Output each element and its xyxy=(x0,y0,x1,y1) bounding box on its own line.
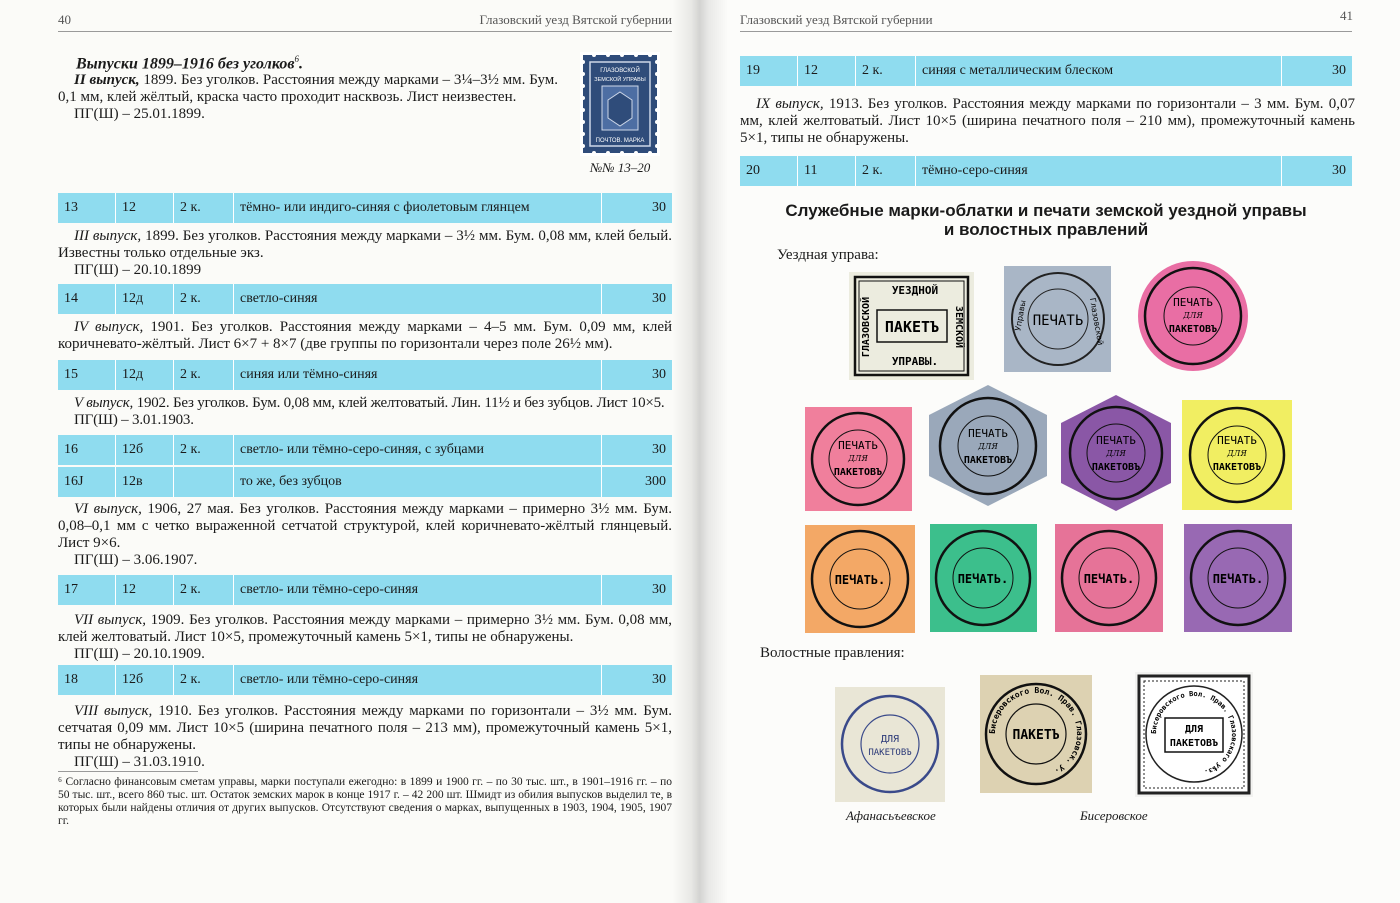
stamp-top-text-2: ЗЕМСКОЙ УПРАВЫ xyxy=(594,77,646,83)
cell-price: 30 xyxy=(652,367,666,382)
sample-pechat-grey xyxy=(1004,266,1111,372)
right-page xyxy=(700,0,1400,903)
cell-cat: 12б xyxy=(116,665,174,695)
s7-bottom: ПАКЕТОВЪ xyxy=(1212,462,1262,473)
section-heading: Служебные марки-облатки и печати земской уездной управы и волостных правлений xyxy=(785,201,1307,239)
s6-bottom: ПАКЕТОВЪ xyxy=(1091,462,1141,473)
s5-small: ДЛЯ xyxy=(978,442,998,451)
v3-center1: ДЛЯ xyxy=(1184,724,1204,735)
sample-pechat-orange xyxy=(805,525,915,633)
cell-no: 15 xyxy=(58,360,116,390)
sample-pechat-yellow xyxy=(1182,400,1292,510)
caption-biserovskoe: Бисеровское xyxy=(1080,808,1148,823)
v2-center: ПАКЕТЪ xyxy=(1012,728,1060,743)
stamp-caption: №№ 13–20 xyxy=(590,160,651,175)
issue-8-paragraph: VIII выпуск, 1910. Без уголков. Расстояния между марками по горизонтали – 3½ мм. Бум. сетчатая 0,09 мм. Лист 10×5 (ширина печатного поля – 213 мм), промежуточный камень 5×1, типы не обнаружены. ПГ(Ш) – 31.03.1910. xyxy=(58,703,672,770)
cell-value: 2 к. xyxy=(174,435,234,465)
table-row xyxy=(58,284,672,314)
cell-description: тёмно-серо-синяя xyxy=(916,156,1282,186)
sample-pechat-rose xyxy=(1055,524,1163,632)
cell-value: 2 к. xyxy=(856,156,916,186)
sample-biserovskoe-2 xyxy=(1135,672,1253,797)
sample-pechat-violet-hex xyxy=(1058,394,1174,512)
page-number: 40 xyxy=(58,12,71,27)
cell-value: 2 к. xyxy=(174,284,234,314)
cell-description: синяя или тёмно-синяя xyxy=(234,360,602,390)
s1-top: УЕЗДНОЙ xyxy=(891,284,939,297)
sample-pechat-grey-hex xyxy=(926,384,1050,507)
cell-description: тёмно- или индиго-синяя с фиолетовым глянцем xyxy=(234,193,602,223)
caption-afanasevskoe: Афанасьъевское xyxy=(846,808,936,823)
cell-value: 2 к. xyxy=(174,665,234,695)
cell-no: 13 xyxy=(58,193,116,223)
running-head: Глазовский уезд Вятской губернии xyxy=(740,12,933,27)
cell-no: 20 xyxy=(740,156,798,186)
running-head: Глазовский уезд Вятской губернии xyxy=(479,12,672,27)
cell-description: то же, без зубцов xyxy=(234,467,602,497)
s4-bottom: ПАКЕТОВЪ xyxy=(833,467,883,478)
table-row xyxy=(58,575,672,605)
s2-left: Управы xyxy=(1013,299,1028,332)
v3-center2: ПАКЕТОВЪ xyxy=(1169,738,1219,749)
cell-cat: 12д xyxy=(116,360,174,390)
cell-value xyxy=(174,467,234,497)
v3-ring-text: Бисеровского Вол. Прав. Глазовскаго уѣз. xyxy=(1149,689,1239,777)
s4-small: ДЛЯ xyxy=(848,454,868,463)
issue-9-paragraph: IX выпуск, 1913. Без уголков. Расстояния между марками по горизонтали – 3 мм. Бум. 0,07 мм, клей желтоватый. Лист 10×5 (ширина печатного поля – 210 мм), промежуточный камень 5×1, типы не обнаружены. xyxy=(740,96,1355,146)
stamp-top-text: ГЛАЗОВСКОЙ xyxy=(600,68,640,74)
cell-no: 14 xyxy=(58,284,116,314)
table-row xyxy=(58,193,672,223)
cell-no: 19 xyxy=(740,56,798,86)
issue-7-paragraph: VII выпуск, 1909. Без уголков. Расстояния между марками – примерно 3½ мм. Бум. 0,08 мм, клей желтоватый. Лист 10×5, промежуточный камень 5×1, типы не обнаружены. ПГ(Ш) – 20.10.1909. xyxy=(58,612,672,662)
s2-right: Глазовской xyxy=(1087,297,1106,347)
s7-center: ПЕЧАТЬ xyxy=(1217,434,1257,447)
s3-bottom: ПАКЕТОВЪ xyxy=(1168,324,1218,335)
label-uezd: Уездная управа: xyxy=(777,247,879,263)
cell-value: 2 к. xyxy=(856,56,916,86)
s5-bottom: ПАКЕТОВЪ xyxy=(963,455,1013,466)
cell-description: светло- или тёмно-серо-синяя xyxy=(234,665,602,695)
s8-center: ПЕЧАТЬ. xyxy=(834,573,886,587)
table-row xyxy=(740,156,1352,186)
sample-afanasevskoe xyxy=(835,687,945,802)
sample-biserovskoe-1 xyxy=(980,675,1092,793)
s2-center: ПЕЧАТЬ xyxy=(1032,313,1084,329)
cell-cat: 12 xyxy=(116,575,174,605)
cell-no: 18 xyxy=(58,665,116,695)
stamp-bottom-text: ПОЧТОВ. МАРКА xyxy=(595,138,645,144)
cell-description: синяя с металлическим блеском xyxy=(916,56,1282,86)
sample-paket-stamp xyxy=(849,272,974,380)
header-rule xyxy=(740,31,1352,32)
s10-center: ПЕЧАТЬ. xyxy=(1083,572,1135,586)
table-row xyxy=(58,360,672,390)
table-row xyxy=(58,665,672,695)
cell-value: 2 к. xyxy=(174,575,234,605)
cell-cat: 12в xyxy=(116,467,174,497)
cell-price: 300 xyxy=(645,474,666,489)
table-row xyxy=(58,467,672,497)
s6-center: ПЕЧАТЬ xyxy=(1096,434,1136,447)
v1-center1: ДЛЯ xyxy=(880,734,900,745)
s11-center: ПЕЧАТЬ. xyxy=(1212,572,1264,586)
page-number: 41 xyxy=(1340,8,1353,23)
issue-4-paragraph: IV выпуск, 1901. Без уголков. Расстояния между марками – 4–5 мм. Бум. 0,09 мм, клей коричневато-жёлтый. Лист 6×7 + 8×7 (две группы по горизонтали через поле 26½ мм). xyxy=(58,319,673,352)
cell-price: 30 xyxy=(652,291,666,306)
stamp-image xyxy=(580,52,660,156)
cell-price: 30 xyxy=(652,672,666,687)
s9-center: ПЕЧАТЬ. xyxy=(957,572,1009,586)
cell-price: 30 xyxy=(1332,63,1346,78)
s3-small: ДЛЯ xyxy=(1183,311,1203,320)
v1-center2: ПАКЕТОВЪ xyxy=(868,748,912,758)
cell-cat: 11 xyxy=(798,156,856,186)
cell-price: 30 xyxy=(652,582,666,597)
cell-value: 2 к. xyxy=(174,193,234,223)
s5-center: ПЕЧАТЬ xyxy=(968,427,1008,440)
cell-cat: 12б xyxy=(116,435,174,465)
sample-pechat-green xyxy=(930,524,1037,632)
cell-price: 30 xyxy=(652,442,666,457)
footnote-rule xyxy=(58,771,198,772)
cell-no: 17 xyxy=(58,575,116,605)
sample-pechat-pink-circle xyxy=(1137,260,1249,372)
s1-center: ПАКЕТЪ xyxy=(884,318,940,336)
label-volost: Волостные правления: xyxy=(760,645,905,661)
cell-no: 16 xyxy=(58,435,116,465)
sample-pechat-pink-square xyxy=(805,407,912,511)
cell-cat: 12 xyxy=(116,193,174,223)
issue-2-paragraph: II выпуск, 1899. Без уголков. Расстояния между марками – 3¼–3½ мм. Бум. 0,1 мм, клей жёлтый, краска часто проходит насквозь. Лист неизвестен. ПГ(Ш) – 25.01.1899. xyxy=(58,72,558,122)
cell-price: 30 xyxy=(1332,163,1346,178)
sample-pechat-purple xyxy=(1184,524,1292,632)
cell-price: 30 xyxy=(652,200,666,215)
cell-description: светло- или тёмно-серо-синяя, с зубцами xyxy=(234,435,602,465)
s3-center: ПЕЧАТЬ xyxy=(1173,296,1213,309)
header-rule xyxy=(58,31,672,32)
v2-ring-text: Бисеровского Вол. Прав. Глазовск. у. xyxy=(987,685,1085,777)
cell-description: светло- или тёмно-серо-синяя xyxy=(234,575,602,605)
issue-3-paragraph: III выпуск, 1899. Без уголков. Расстояния между марками – 3½ мм. Бум. 0,08 мм, клей белый. Известны только отдельные экз. ПГ(Ш) – 20.10.1899 xyxy=(58,228,672,278)
issue-6-paragraph: VI выпуск, 1906, 27 мая. Без уголков. Расстояния между марками – примерно 3½ мм. Бум. 0,08–0,1 мм с четко выраженной сетчатой структурой, клей коричневато-жёлтый глянцевый. Лист 9×6. ПГ(Ш) – 3.06.1907. xyxy=(58,501,672,568)
s7-small: ДЛЯ xyxy=(1227,449,1247,458)
table-row xyxy=(58,435,672,465)
s1-right: ЗЕМСКОЙ xyxy=(953,305,964,349)
s1-left: ГЛАЗОВСКОЙ xyxy=(861,296,872,358)
s4-center: ПЕЧАТЬ xyxy=(838,439,878,452)
table-row xyxy=(740,56,1352,86)
cell-cat: 12 xyxy=(798,56,856,86)
footnote: ⁶ Согласно финансовым сметам управы, марки поступали ежегодно: в 1899 и 1900 гг. – по 30 тыс. шт., в 1901–1916 гг. – по 50 тыс. шт., всего 860 тыс. шт. Остаток земских марок в конце 1917 г. – 42 200 шт. Шмидт из обилия выпусков выделил те, в которых были найдены отличия от других выпусков. Отсутствуют сведения о марках, выпущенных в 1903, 1904, 1905, 1907 гг. xyxy=(58,776,672,827)
cell-description: светло-синяя xyxy=(234,284,602,314)
s1-bottom: УПРАВЫ. xyxy=(891,355,939,368)
section-title: Выпуски 1899–1916 без уголков$^6$. xyxy=(76,54,303,73)
cell-cat: 12д xyxy=(116,284,174,314)
cell-value: 2 к. xyxy=(174,360,234,390)
cell-no: 16J xyxy=(58,467,116,497)
s6-small: ДЛЯ xyxy=(1106,449,1126,458)
issue-5-paragraph: V выпуск, 1902. Без уголков. Бум. 0,08 мм, клей желтоватый. Лин. 11½ и без зубцов. Лист 10×5. ПГ(Ш) – 3.01.1903. xyxy=(74,395,665,428)
